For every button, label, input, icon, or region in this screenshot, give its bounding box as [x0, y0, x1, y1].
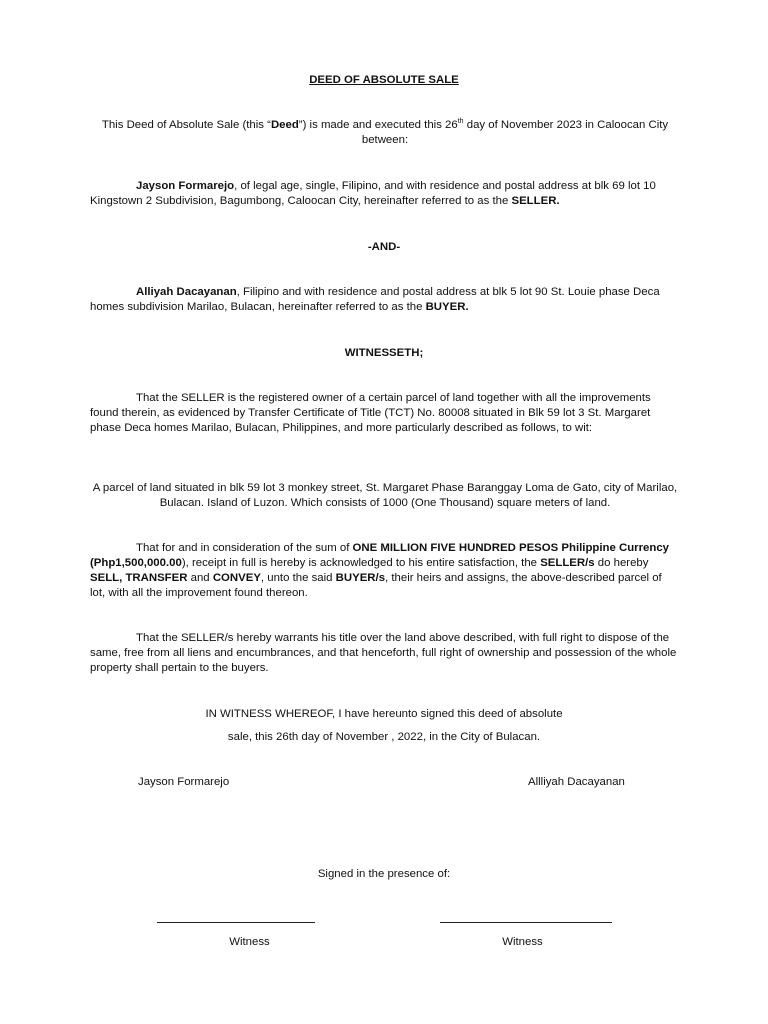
- land-description: A parcel of land situated in blk 59 lot 3 monkey street, St. Margaret Phase Baranggay Loma de Gato, city of Marilao, Bulacan. Island of Luzon. Which consists of 1000 (One Thousand) square meters of land.: [92, 482, 678, 509]
- consideration-amount: ONE MILLION FIVE HUNDRED PESOS Philippine Currency (Php1,500,000.00: [90, 542, 669, 569]
- witness-signature-line-right: [440, 922, 612, 923]
- intro-text-b: ”) is made and executed this 26: [298, 119, 458, 131]
- witnesseth-heading: WITNESSETH;: [344, 347, 424, 359]
- consideration-text-c: do hereby: [594, 557, 649, 569]
- seller-party-paragraph: [90, 179, 680, 209]
- consideration-buyer: BUYER/s: [335, 572, 386, 584]
- and-separator: -AND-: [367, 241, 401, 253]
- consideration-text-b: ), receipt in full is hereby is acknowledged to his entire satisfaction, the: [181, 557, 541, 569]
- consideration-seller: SELLER/s: [540, 557, 595, 569]
- seller-role: SELLER.: [511, 195, 560, 207]
- buyer-details: , Filipino and with residence and postal address at blk 5 lot 90 St. Louie phase Deca homes subdivision Marilao, Bulacan, hereinafter referred to as the: [90, 286, 660, 313]
- ownership-paragraph: That the SELLER is the registered owner of a certain parcel of land together with all the improvements found therein, as evidenced by Transfer Certificate of Title (TCT) No. 80008 situated in Blk 59 lot 3 St. Margaret phase Deca homes Marilao, Bulacan, Philippines, and more particularly described as follows, to wit:: [90, 392, 651, 434]
- witness-signature-line-left: [157, 922, 315, 923]
- signatory-buyer-name: Allliyah Dacayanan: [528, 776, 625, 788]
- consideration-text-d: , unto the said: [260, 572, 336, 584]
- seller-details: , of legal age, single, Filipino, and with residence and postal address at blk 69 lot 10 Kingstown 2 Subdivision, Bagumbong, Caloocan City, hereinafter referred to as the: [90, 180, 656, 207]
- warranty-paragraph: That the SELLER/s hereby warrants his title over the land above described, with full right to dispose of the same, free from all liens and encumbrances, and that henceforth, full right of ownership and possession of the whole property shall pertain to the buyers.: [90, 632, 677, 674]
- witness-whereof-line2: sale, this 26th day of November , 2022, in the City of Bulacan.: [227, 731, 541, 743]
- witness-label-left: Witness: [229, 936, 270, 948]
- consideration-verb-convey: CONVEY: [212, 572, 261, 584]
- consideration-text-a: That for and in consideration of the sum of: [136, 542, 353, 554]
- witness-label-right: Witness: [502, 936, 543, 948]
- intro-deed-term: Deed: [270, 119, 299, 131]
- intro-text-a: This Deed of Absolute Sale (this “: [101, 119, 271, 131]
- consideration-and: and: [187, 572, 213, 584]
- document-title: DEED OF ABSOLUTE SALE: [309, 74, 459, 86]
- signed-in-presence-label: Signed in the presence of:: [317, 868, 451, 880]
- consideration-verbs-sell-transfer: SELL, TRANSFER: [90, 572, 188, 584]
- intro-ordinal-suffix: th: [457, 118, 464, 125]
- intro-text-c: day of November 2023 in Caloocan City between:: [361, 119, 669, 146]
- buyer-role: BUYER.: [425, 301, 469, 313]
- consideration-text-e: , their heirs and assigns, the above-described parcel of lot, with all the improvement found thereon.: [90, 572, 662, 599]
- witness-whereof-line1: IN WITNESS WHEREOF, I have hereunto signed this deed of absolute: [205, 708, 563, 720]
- consideration-paragraph: [90, 541, 680, 601]
- buyer-name: Alliyah Dacayanan: [136, 286, 237, 298]
- signatory-seller-name: Jayson Formarejo: [138, 776, 230, 788]
- buyer-party-paragraph: [90, 285, 680, 315]
- intro-paragraph: [90, 118, 680, 148]
- seller-name: Jayson Formarejo: [136, 180, 235, 192]
